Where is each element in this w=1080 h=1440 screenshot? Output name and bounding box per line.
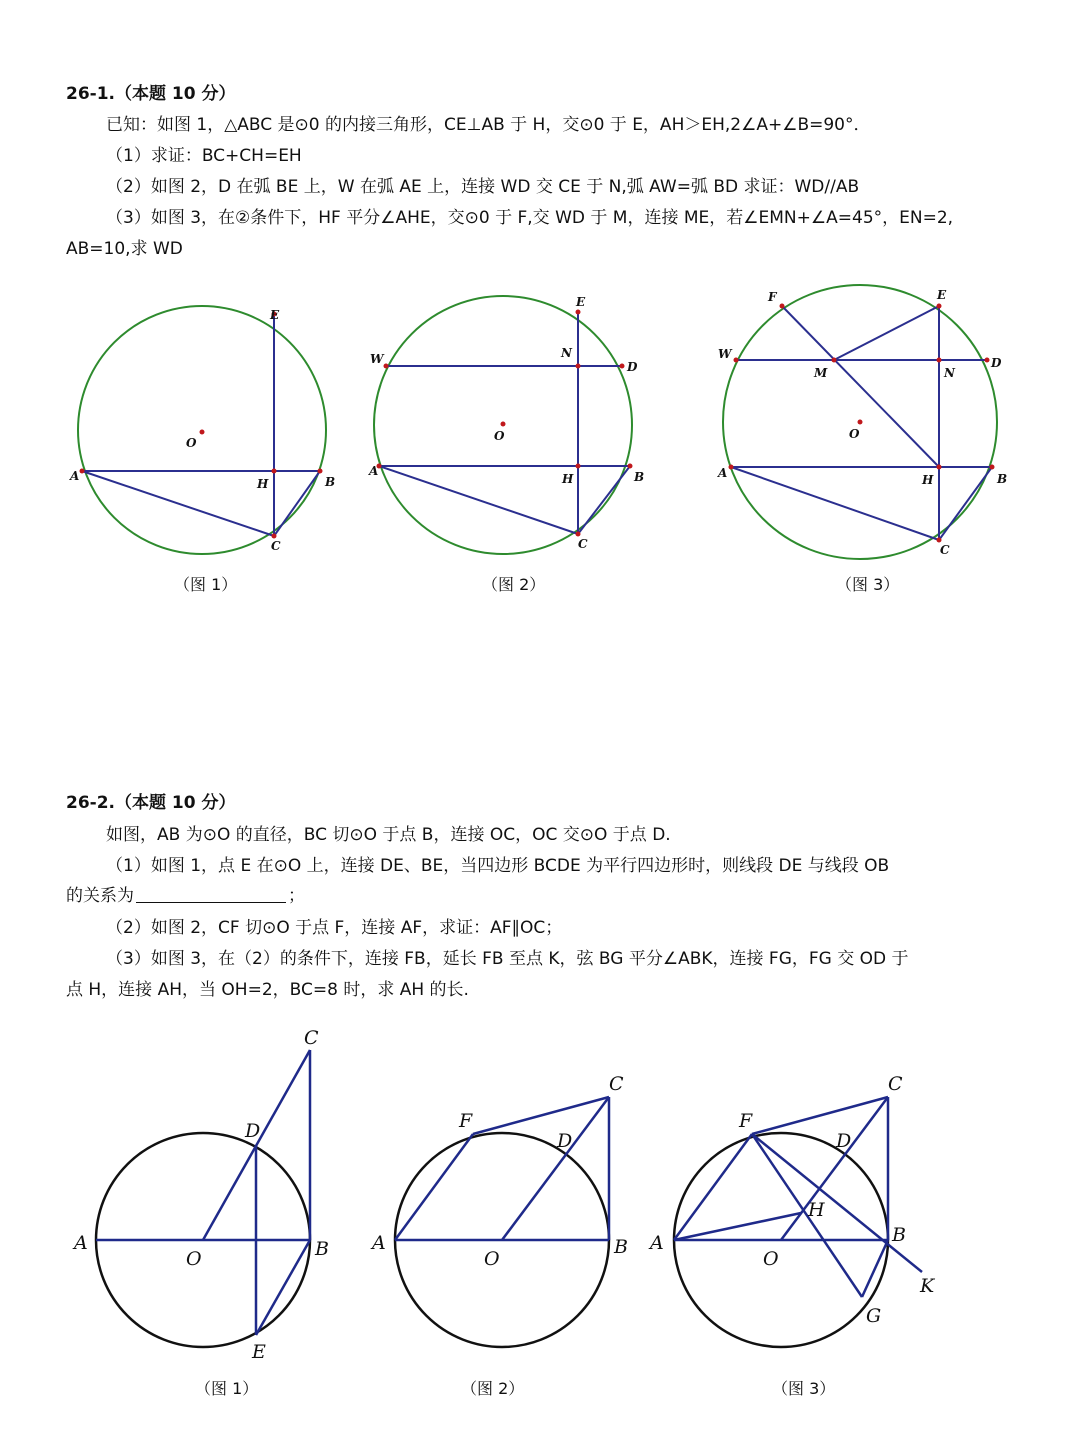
problem-2-intro: 如图，AB 为⊙O 的直径，BC 切⊙O 于点 B，连接 OC，OC 交⊙O 于点 D. — [106, 825, 671, 845]
p2-fig2-label-B: B — [614, 1236, 628, 1258]
p1-fig3-point-H — [937, 465, 942, 470]
problem-2-header: 26-2.（本题 10 分） — [66, 793, 236, 813]
p1-fig3-point-F — [780, 304, 785, 309]
p1-fig1-point-O — [200, 430, 205, 435]
p1-fig1-label-O: O — [186, 436, 197, 450]
p1-fig1-point-A — [80, 469, 85, 474]
p2-fig3-segment-FG — [752, 1134, 862, 1297]
p1-fig1-label-C: C — [271, 539, 281, 553]
p1-fig2-segment-AC — [379, 466, 578, 534]
p1-fig3-label-A: A — [718, 466, 728, 480]
p1-fig3-label-W: W — [718, 347, 732, 361]
p1-fig3-segment-AC — [731, 467, 939, 540]
p2-fig3-label-G: G — [866, 1305, 882, 1327]
problem-2-q3-line1: （3）如图 3，在（2）的条件下，连接 FB，延长 FB 至点 K，弦 BG 平分∠ABK，连接 FG，FG 交 OD 于 — [106, 949, 909, 969]
p1-fig2-label-D: D — [627, 360, 638, 374]
problem-1-q1: （1）求证：BC+CH=EH — [106, 146, 302, 166]
p1-fig2-label-O: O — [494, 429, 505, 443]
p2-fig2-segment-AF — [395, 1134, 473, 1240]
p2-fig2-segment-OC — [502, 1097, 609, 1240]
problem-1-q3-line2: AB=10,求 WD — [66, 239, 183, 259]
p1-fig1-point-C — [272, 534, 277, 539]
p2-fig3-segment-AF — [674, 1134, 752, 1240]
problem-1-figures — [0, 0, 1080, 640]
p1-fig3-caption: （图 3） — [836, 575, 900, 594]
p1-fig3-point-O — [858, 420, 863, 425]
problem-2-q1-prefix: 的关系为 — [66, 886, 134, 906]
problem-1-intro: 已知：如图 1，△ABC 是⊙0 的内接三角形，CE⊥AB 于 H，交⊙0 于 E，AH＞EH,2∠A+∠B=90°． — [106, 115, 871, 135]
p1-fig3-point-B — [990, 465, 995, 470]
p1-fig2-point-E — [576, 310, 581, 315]
p1-fig2-point-B — [628, 464, 633, 469]
p1-fig3-label-F: F — [768, 290, 777, 304]
p2-fig3-segment-FK — [752, 1134, 922, 1272]
p2-fig3-segment-BG — [862, 1240, 888, 1297]
p2-fig3-circle — [674, 1133, 888, 1347]
p1-fig2-label-E: E — [576, 295, 586, 309]
p2-fig3-segment-OC — [781, 1097, 888, 1240]
p1-fig3-point-A — [729, 465, 734, 470]
p2-fig3-segment-FC — [752, 1097, 888, 1134]
p2-fig1-label-O: O — [186, 1248, 202, 1270]
p1-fig3-segment-ME — [834, 306, 939, 360]
problem-2-q1-line2 — [66, 885, 305, 907]
p1-fig2-caption: （图 2） — [482, 575, 546, 594]
problem-2-q3-line2: 点 H，连接 AH，当 OH=2，BC=8 时，求 AH 的长. — [66, 980, 469, 1000]
p1-fig3-label-N: N — [944, 366, 955, 380]
p2-fig1-segment-EB — [256, 1240, 310, 1335]
p1-fig3-point-M — [832, 358, 837, 363]
p2-fig2-circle — [395, 1133, 609, 1347]
p1-fig3-point-C — [937, 538, 942, 543]
p1-fig1-segment-CB — [274, 471, 320, 536]
p1-fig3-label-O: O — [849, 427, 860, 441]
p1-fig1-label-E: E — [270, 308, 280, 322]
p1-fig2-point-O — [501, 422, 506, 427]
p1-fig2-point-N — [576, 364, 581, 369]
p1-fig2-point-D — [620, 364, 625, 369]
p1-fig2-label-W: W — [370, 352, 384, 366]
p1-fig1-label-A: A — [70, 469, 80, 483]
p1-fig3-segment-CB — [939, 467, 992, 540]
p1-fig3-label-D: D — [991, 356, 1002, 370]
p1-fig2-label-N: N — [561, 346, 572, 360]
p2-fig1-label-A: A — [74, 1232, 88, 1254]
p2-fig2-label-A: A — [372, 1232, 386, 1254]
p1-fig1-label-B: B — [325, 475, 336, 489]
p2-fig3-label-D: D — [836, 1130, 852, 1152]
p1-fig3-point-E — [937, 304, 942, 309]
p1-fig3-label-H: H — [922, 473, 934, 487]
p1-fig2-segment-CB — [578, 466, 630, 534]
p2-fig2-label-F: F — [459, 1110, 473, 1132]
p2-fig2-segment-FC — [473, 1097, 609, 1134]
p2-fig3-label-A: A — [650, 1232, 664, 1254]
p2-fig3-label-H: H — [808, 1199, 825, 1221]
p1-fig3-label-M: M — [814, 366, 828, 380]
p2-fig3-label-B: B — [892, 1224, 906, 1246]
p2-fig1-label-C: C — [304, 1027, 319, 1049]
p1-fig1-label-H: H — [257, 477, 269, 491]
p1-fig3-segment-FH — [782, 306, 939, 467]
problem-1-q3-line1: （3）如图 3，在②条件下，HF 平分∠AHE，交⊙0 于 F,交 WD 于 M，连接 ME，若∠EMN+∠A=45°，EN=2, — [106, 208, 954, 228]
p2-fig1-segment-OC — [203, 1050, 310, 1240]
problem-2-q1-line1: （1）如图 1，点 E 在⊙O 上，连接 DE、BE，当四边形 BCDE 为平行四边形时，则线段 DE 与线段 OB — [106, 856, 890, 876]
p1-fig2-point-C — [576, 532, 581, 537]
p1-fig1-segment-AC — [82, 471, 274, 536]
p2-fig2-caption: （图 2） — [461, 1379, 525, 1398]
p1-fig3-point-W — [734, 358, 739, 363]
p1-fig2-label-A: A — [369, 464, 379, 478]
p1-fig1-point-B — [318, 469, 323, 474]
p1-fig3-point-N — [937, 358, 942, 363]
p1-fig2-point-H — [576, 464, 581, 469]
p1-fig1-point-H — [272, 469, 277, 474]
p1-fig3-point-D — [985, 358, 990, 363]
problem-1-q2: （2）如图 2，D 在弧 BE 上，W 在弧 AE 上，连接 WD 交 CE 于 N,弧 AW=弧 BD 求证：WD//AB — [106, 177, 860, 197]
p2-fig2-label-D: D — [557, 1130, 573, 1152]
p1-fig3-label-C: C — [940, 543, 950, 557]
p1-fig2-label-H: H — [562, 472, 574, 486]
p2-fig2-label-C: C — [609, 1073, 624, 1095]
p2-fig3-caption: （图 3） — [772, 1379, 836, 1398]
p1-fig3-label-B: B — [997, 472, 1008, 486]
p2-fig3-label-C: C — [888, 1073, 903, 1095]
p2-fig3-label-F: F — [739, 1110, 753, 1132]
p2-fig1-caption: （图 1） — [195, 1379, 259, 1398]
answer-blank[interactable] — [136, 886, 286, 903]
p2-fig3-label-O: O — [763, 1248, 779, 1270]
p1-fig2-label-C: C — [578, 537, 588, 551]
p2-fig1-label-E: E — [252, 1341, 266, 1363]
problem-2-q2: （2）如图 2，CF 切⊙O 于点 F，连接 AF，求证：AF∥OC； — [106, 918, 563, 938]
p1-fig3-label-E: E — [937, 288, 947, 302]
p1-fig2-label-B: B — [634, 470, 645, 484]
p1-fig1-caption: （图 1） — [174, 575, 238, 594]
problem-1-header: 26-1.（本题 10 分） — [66, 84, 236, 104]
p2-fig1-circle — [96, 1133, 310, 1347]
p2-fig3-label-K: K — [920, 1275, 935, 1297]
p2-fig2-label-O: O — [484, 1248, 500, 1270]
p2-fig1-label-D: D — [245, 1120, 261, 1142]
problem-2-q1-suffix: ； — [288, 886, 305, 906]
p1-fig2-point-W — [384, 364, 389, 369]
p2-fig1-label-B: B — [315, 1238, 329, 1260]
p2-fig3-segment-AH — [674, 1213, 801, 1240]
